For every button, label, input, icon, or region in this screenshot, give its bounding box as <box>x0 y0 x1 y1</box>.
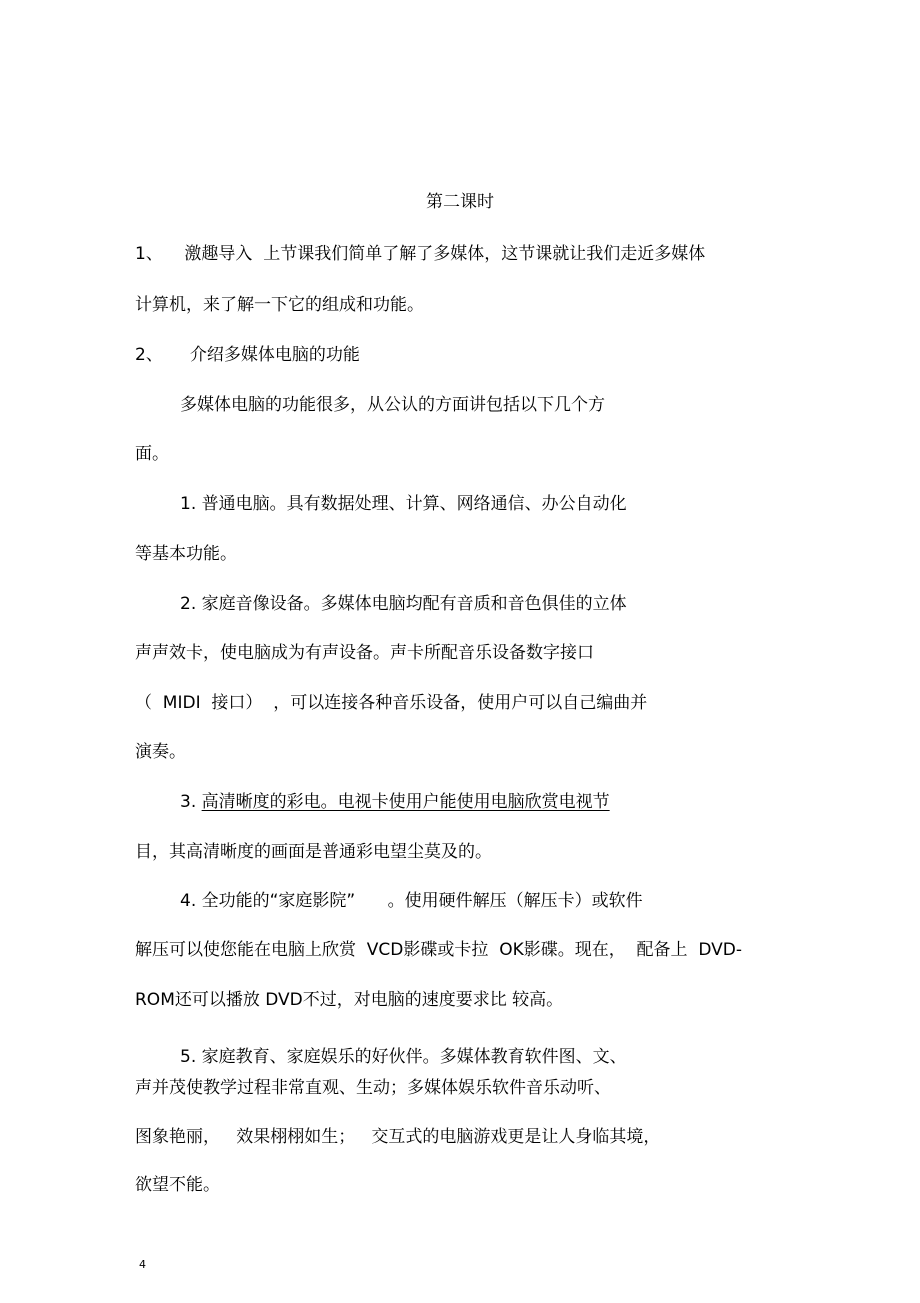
paragraph-line: 等基本功能。 <box>135 544 237 564</box>
paragraph-line: 图象艳丽， 效果栩栩如生； 交互式的电脑游戏更是让人身临其境， <box>135 1127 661 1147</box>
paragraph-line: 2. 家庭音像设备。多媒体电脑均配有音质和音色俱佳的立体 <box>180 594 627 614</box>
paragraph-line <box>180 791 610 813</box>
paragraph-line: 1. 普通电脑。具有数据处理、计算、网络通信、办公自动化 <box>180 494 627 514</box>
paragraph-line: 计算机，来了解一下它的组成和功能。 <box>135 295 424 315</box>
underlined-text: 高清晰度的彩电。电视卡使用户能使用电脑欣赏电视节 <box>201 792 610 812</box>
list-number: 3. <box>180 792 202 812</box>
page-title: 第二课时 <box>426 192 494 212</box>
paragraph-line: 4. 全功能的“家庭影院” 。使用硬件解压（解压卡）或软件 <box>180 891 643 911</box>
paragraph-line: 1、 激趣导入 上节课我们简单了解了多媒体，这节课就让我们走近多媒体 <box>135 244 706 264</box>
paragraph-line: 多媒体电脑的功能很多，从公认的方面讲包括以下几个方 <box>180 395 605 415</box>
paragraph-line: （ MIDI 接口） ，可以连接各种音乐设备，使用户可以自己编曲并 <box>135 693 648 713</box>
paragraph-line: 声声效卡，使电脑成为有声设备。声卡所配音乐设备数字接口 <box>135 643 594 663</box>
paragraph-line: 声并茂使教学过程非常直观、生动；多媒体娱乐软件音乐动听、 <box>135 1078 611 1098</box>
section-heading: 2、 介绍多媒体电脑的功能 <box>135 345 360 365</box>
paragraph-line: 5. 家庭教育、家庭娱乐的好伙伴。多媒体教育软件图、文、 <box>180 1047 627 1067</box>
page-number: 4 <box>139 1258 146 1271</box>
paragraph-line: 目，其高清晰度的画面是普通彩电望尘莫及的。 <box>135 842 492 862</box>
paragraph-line: 解压可以使您能在电脑上欣赏 VCD影碟或卡拉 OK影碟。现在， 配备上 DVD- <box>135 940 742 960</box>
paragraph-line: 欲望不能。 <box>135 1175 220 1195</box>
paragraph-line: 演奏。 <box>135 742 186 762</box>
paragraph-line: 面。 <box>135 444 169 464</box>
paragraph-line: ROM还可以播放 DVD不过，对电脑的速度要求比 较高。 <box>135 990 564 1010</box>
